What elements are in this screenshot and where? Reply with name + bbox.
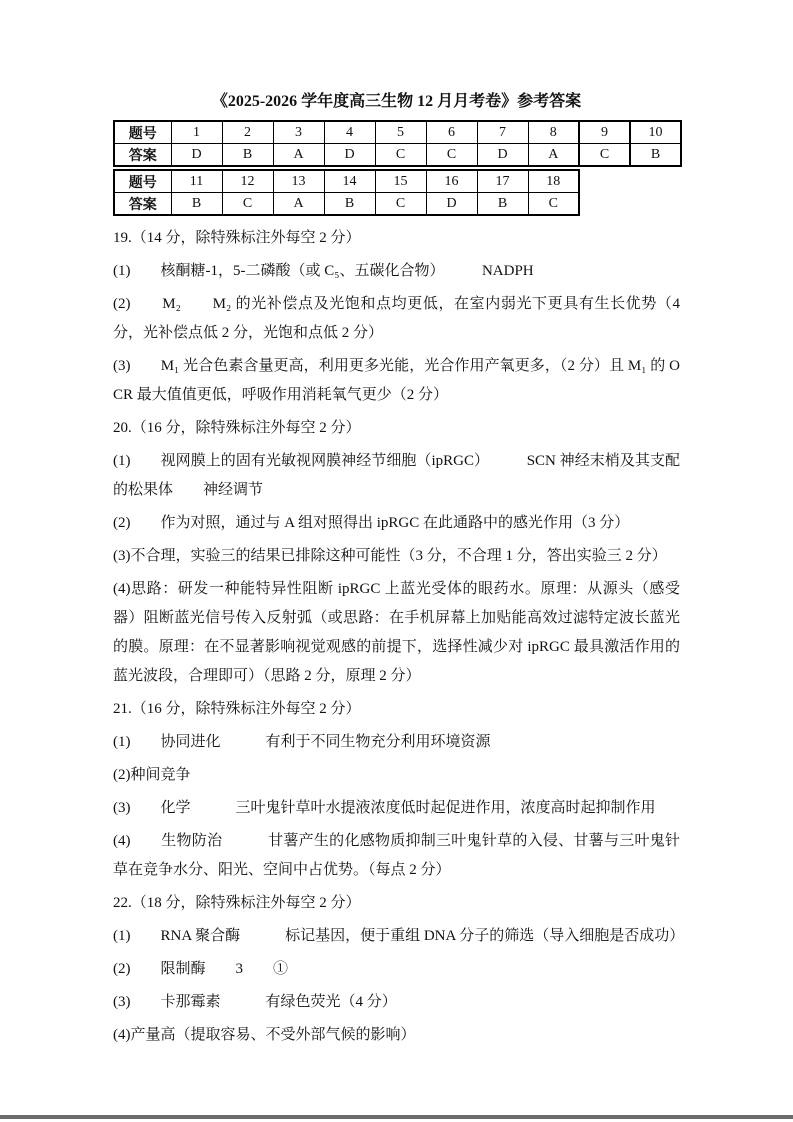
- answer-cell: D: [426, 193, 477, 216]
- answer-cell: C: [426, 144, 477, 167]
- answer-cell: C: [528, 193, 579, 216]
- question-number-cell: 1: [171, 121, 222, 144]
- answer-paragraph: (1) 协同进化 有利于不同生物充分利用环境资源: [113, 734, 491, 750]
- page-title: 《2025-2026 学年度高三生物 12 月月考卷》参考答案: [211, 93, 582, 110]
- answer-cell: A: [273, 193, 324, 216]
- answer-cell: B: [630, 144, 681, 167]
- table-row-answers: [114, 144, 681, 167]
- answer-paragraph: (2) M₂ M₂ 的光补偿点及光饱和点均更低，在室内弱光下更具有生长优势（4 分，光补偿点低 2 分，光饱和点低 2 分）: [113, 296, 684, 341]
- question-number-cell: 2: [222, 121, 273, 144]
- question-number-cell: 12: [222, 170, 273, 193]
- answer-cell: D: [171, 144, 222, 167]
- answer-paragraph: (4)思路：研发一种能特异性阻断 ipRGC 上蓝光受体的眼药水。原理：从源头（感受器）阻断蓝光信号传入反射弧（或思路：在手机屏幕上加贴能高效过滤特定波长蓝光的膜。原理：在不显著影响视觉观感的前提下，选择性减少对 ipRGC 最具激活作用的蓝光波段，合理即可）（思路 2 分，原理 2 分）: [113, 581, 680, 684]
- answer-cell: B: [222, 144, 273, 167]
- answer-cell: C: [579, 144, 630, 167]
- answer-paragraph: (1) 视网膜上的固有光敏视网膜神经节细胞（ipRGC） SCN 神经末梢及其支配的松果体 神经调节: [113, 453, 680, 498]
- question-number-cell: 13: [273, 170, 324, 193]
- answer-explanations: [113, 224, 685, 1050]
- row-header: 答案: [114, 144, 171, 167]
- row-header: 题号: [114, 170, 171, 193]
- answer-cell: C: [375, 144, 426, 167]
- window-bottom-edge: [0, 1115, 793, 1119]
- answer-cell: B: [171, 193, 222, 216]
- answer-paragraph: (4) 生物防治 甘薯产生的化感物质抑制三叶鬼针草的入侵、甘薯与三叶鬼针草在竞争水分、阳光、空间中占优势。（每点 2 分）: [113, 833, 680, 878]
- question-number-cell: 6: [426, 121, 477, 144]
- answer-paragraph: (1) RNA 聚合酶 标记基因，便于重组 DNA 分子的筛选（导入细胞是否成功）: [113, 928, 685, 944]
- answer-paragraph: (1) 核酮糖-1，5-二磷酸（或 C₅、五碳化合物） NADPH: [113, 263, 534, 279]
- question-number-cell: 17: [477, 170, 528, 193]
- question-number-cell: 10: [630, 121, 681, 144]
- question-20-heading: 20.（16 分，除特殊标注外每空 2 分）: [113, 420, 361, 436]
- question-number-cell: 3: [273, 121, 324, 144]
- question-number-cell: 14: [324, 170, 375, 193]
- table-row-question-numbers: [114, 121, 681, 144]
- row-header: 答案: [114, 193, 171, 216]
- answer-cell: C: [222, 193, 273, 216]
- answer-cell: D: [324, 144, 375, 167]
- row-header: 题号: [114, 121, 171, 144]
- answer-paragraph: (2) 限制酶 3 ①: [113, 961, 288, 977]
- question-number-cell: 4: [324, 121, 375, 144]
- answer-table-questions-11-18: [113, 169, 580, 216]
- question-number-cell: 16: [426, 170, 477, 193]
- answer-paragraph: (3) 卡那霉素 有绿色荧光（4 分）: [113, 994, 397, 1010]
- answer-table-questions-1-10: [113, 120, 682, 167]
- question-21-heading: 21.（16 分，除特殊标注外每空 2 分）: [113, 701, 361, 717]
- answer-cell: A: [528, 144, 579, 167]
- answer-paragraph: (3) M₁ 光合色素含量更高，利用更多光能，光合作用产氧更多，（2 分）且 M₁ 的 OCR 最大值值更低，呼吸作用消耗氧气更少（2 分）: [113, 358, 680, 403]
- question-19-heading: 19.（14 分，除特殊标注外每空 2 分）: [113, 230, 361, 246]
- answer-cell: B: [324, 193, 375, 216]
- answer-cell: B: [477, 193, 528, 216]
- question-number-cell: 15: [375, 170, 426, 193]
- answer-paragraph: (2)种间竞争: [113, 767, 191, 783]
- question-number-cell: 11: [171, 170, 222, 193]
- table-row-question-numbers: [114, 170, 579, 193]
- answer-paragraph: (3)不合理，实验三的结果已排除这种可能性（3 分，不合理 1 分，答出实验三 2 分）: [113, 548, 667, 564]
- answer-paragraph: (3) 化学 三叶鬼针草叶水提液浓度低时起促进作用，浓度高时起抑制作用: [113, 800, 656, 816]
- answer-cell: A: [273, 144, 324, 167]
- question-22-heading: 22.（18 分，除特殊标注外每空 2 分）: [113, 895, 361, 911]
- question-number-cell: 18: [528, 170, 579, 193]
- table-row-answers: [114, 193, 579, 216]
- question-number-cell: 8: [528, 121, 579, 144]
- question-number-cell: 5: [375, 121, 426, 144]
- answer-paragraph: (4)产量高（提取容易、不受外部气候的影响）: [113, 1027, 416, 1043]
- answer-cell: D: [477, 144, 528, 167]
- question-number-cell: 9: [579, 121, 630, 144]
- question-number-cell: 7: [477, 121, 528, 144]
- answer-cell: C: [375, 193, 426, 216]
- answer-paragraph: (2) 作为对照，通过与 A 组对照得出 ipRGC 在此通路中的感光作用（3 分）: [113, 515, 630, 531]
